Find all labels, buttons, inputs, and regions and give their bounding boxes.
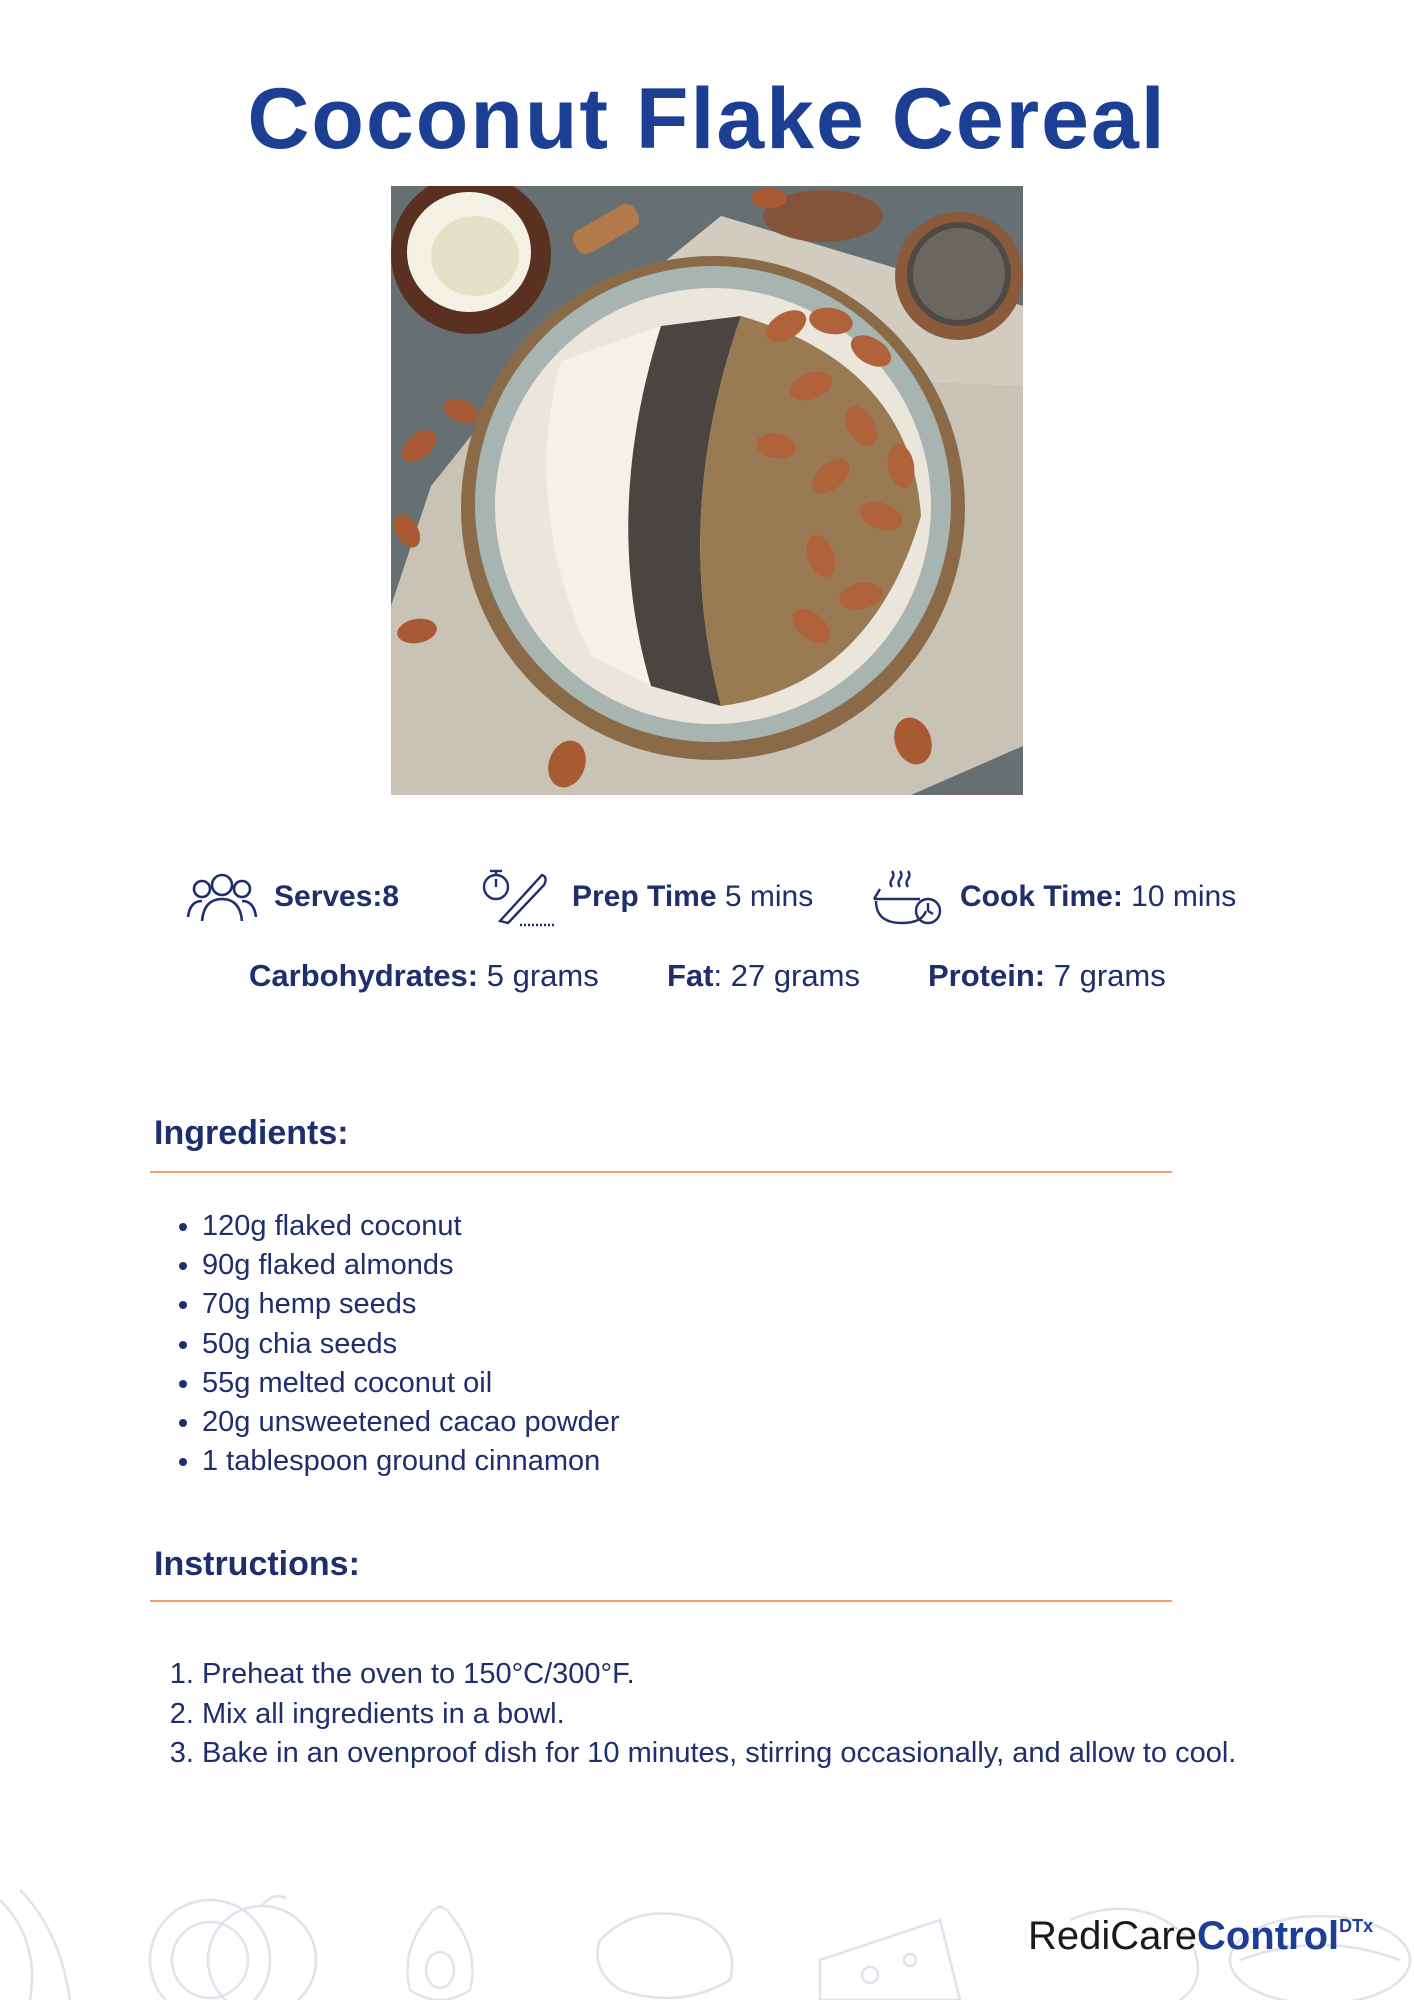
brand-name-part2: Control bbox=[1196, 1914, 1340, 1958]
brand-logo bbox=[1028, 1914, 1373, 1959]
brand-name-part1: RediCare bbox=[1028, 1914, 1197, 1958]
fat-info bbox=[667, 958, 860, 994]
page-title: Coconut Flake Cereal bbox=[247, 71, 1167, 167]
nutrition-row bbox=[0, 958, 1414, 1002]
serves-info bbox=[186, 862, 399, 932]
ingredients-divider bbox=[150, 1171, 1172, 1173]
carbohydrates-value: 5 grams bbox=[486, 958, 599, 993]
protein-value: 7 grams bbox=[1053, 958, 1166, 993]
recipe-meta-row bbox=[0, 862, 1414, 932]
timer-knife-icon bbox=[480, 867, 556, 927]
serves-label: Serves:8 bbox=[274, 880, 400, 913]
list-item: • 120g flaked coconut bbox=[202, 1207, 620, 1246]
list-item: 1. Preheat the oven to 150°C/300°F. bbox=[202, 1655, 1312, 1695]
list-item: • 70g hemp seeds bbox=[202, 1285, 620, 1324]
carbohydrates-info bbox=[249, 958, 599, 994]
people-icon bbox=[186, 869, 258, 925]
prep-time-info bbox=[480, 862, 813, 932]
instructions-divider bbox=[150, 1600, 1172, 1602]
list-item: • 20g unsweetened cacao powder bbox=[202, 1403, 620, 1442]
prep-time-value: 5 mins bbox=[724, 880, 814, 913]
list-item: • 90g flaked almonds bbox=[202, 1246, 620, 1285]
fat-value: : 27 grams bbox=[713, 958, 860, 993]
cook-time-label: Cook Time: bbox=[960, 880, 1123, 913]
list-item: • 50g chia seeds bbox=[202, 1325, 620, 1364]
ingredients-list bbox=[166, 1207, 620, 1481]
cereal-bowl-photo bbox=[391, 186, 1023, 795]
protein-label: Protein: bbox=[928, 958, 1046, 993]
carbohydrates-label: Carbohydrates: bbox=[249, 958, 479, 993]
instructions-list bbox=[166, 1655, 1312, 1774]
cook-time-value: 10 mins bbox=[1131, 880, 1237, 913]
brand-superscript: DTx bbox=[1339, 1916, 1374, 1936]
protein-info bbox=[928, 958, 1166, 994]
list-item: • 1 tablespoon ground cinnamon bbox=[202, 1442, 620, 1481]
cook-time-info bbox=[872, 862, 1236, 932]
instructions-heading: Instructions: bbox=[154, 1545, 360, 1583]
list-item: • 55g melted coconut oil bbox=[202, 1364, 620, 1403]
prep-time-label: Prep Time bbox=[572, 880, 717, 913]
ingredients-heading: Ingredients: bbox=[154, 1114, 349, 1152]
list-item: 3. Bake in an ovenproof dish for 10 minutes, stirring occasionally, and allow to cool. bbox=[202, 1734, 1312, 1774]
list-item: 2. Mix all ingredients in a bowl. bbox=[202, 1695, 1312, 1735]
steaming-pan-icon bbox=[872, 867, 944, 927]
fat-label: Fat bbox=[667, 958, 714, 993]
